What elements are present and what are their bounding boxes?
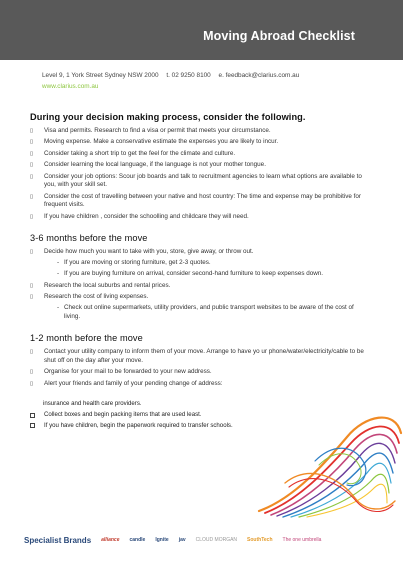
list-item: ▯ Research the cost of living expenses. - Check out online supermarkets, utility providers, and public transport websites to be aware of the cost of living. (30, 293, 370, 321)
checkbox-marker-icon: ▯ (30, 139, 34, 146)
checkbox-marker-icon: ▯ (30, 173, 34, 180)
checkbox-marker-icon: ▯ (30, 349, 34, 356)
list-item: ▯ Visa and permits. Research to find a visa or permit that meets your circumstance. (30, 127, 271, 134)
list-item: ▯ Moving expense. Make a conservative estimate the expenses you are likely to incur. (30, 138, 279, 146)
list-item: ▯ Decide how much you want to take with you, store, give away, or throw out. - If you are moving or storing furniture, get 2-3 quotes. - If you are buying furniture on arrival, consider second-hand furniture to keep expenses down. (30, 248, 370, 279)
brand-logo: SouthTech (247, 537, 273, 543)
list-item: ▯ Consider the cost of travelling between your native and host country: The time and expense may be prohibitive for frequent visits. (30, 192, 362, 209)
checkbox-marker-icon: ▯ (30, 128, 34, 134)
checkbox-marker-icon: ▯ (30, 380, 34, 387)
list-item: ▯ Consider taking a short trip to get the feel for the climate and culture. (30, 149, 236, 157)
list-item: ▯ Consider learning the local language, if the language is not your mother tongue. (30, 161, 266, 169)
checklist-content (30, 112, 370, 432)
brand-logo: Ignite (155, 537, 169, 543)
contact-line (42, 72, 305, 79)
checkbox-marker-icon: ▯ (30, 294, 34, 301)
list-item: ▯ If you have children , consider the schoolling and childcare they will need. (30, 212, 249, 220)
brand-logo: CLOUD MORGAN (195, 537, 238, 543)
checkbox-marker-icon: ▯ (30, 282, 34, 289)
sub-list-item: - If you are moving or storing furniture, get 2-3 quotes. (57, 259, 211, 267)
section-heading-3-6-months: 3-6 months before the move (30, 232, 148, 243)
checkbox-icon[interactable] (30, 413, 35, 418)
page-title: Moving Abroad Checklist (203, 29, 355, 43)
checkbox-icon[interactable] (30, 423, 35, 428)
sub-list (44, 259, 370, 279)
section-heading-1-2-month: 1-2 month before the move (30, 333, 143, 344)
checkbox-item[interactable]: If you have children, begin the paperwork required to transfer schools. (30, 422, 370, 430)
checkbox-marker-icon: ▯ (30, 150, 34, 157)
list-item: ▯ Research the local suburbs and rental prices. (30, 281, 171, 289)
list-item: ▯ Contact your utility company to inform them of your move. Arrange to have yo ur phone/water/electricity/cable to be shut off on the day after your move. (30, 348, 364, 364)
header-band (0, 0, 403, 60)
list-item: ▯ Alert your friends and family of your pending change of address: (30, 379, 223, 387)
sub-list (44, 304, 370, 321)
footer-brand-bar (24, 532, 380, 548)
contact-address: Level 9, 1 York Street Sydney NSW 2000 (42, 72, 159, 79)
list-item: ▯ Consider your job options: Scour job boards and talk to recruitment agencies to learn what options are available to you, with your skill set. (30, 172, 362, 189)
brand-logo: candle (129, 537, 146, 543)
section-heading-decision: During your decision making process, consider the following. (30, 112, 306, 122)
contact-email[interactable]: e. feedback@clarius.com.au (218, 72, 300, 79)
brand-logo: alliance (101, 537, 120, 543)
brand-logo: jav (178, 537, 186, 543)
section-list-1-2-month (30, 348, 370, 388)
section-list-3-6-months (30, 248, 370, 322)
brand-logo: Specialist Brands (24, 535, 92, 545)
sub-list-item: - If you are buying furniture on arrival, consider second-hand furniture to keep expenses down. (57, 270, 324, 278)
checkbox-marker-icon: ▯ (30, 213, 34, 220)
checkbox-item[interactable]: Collect boxes and begin packing items that are used least. (30, 411, 370, 419)
list-item: ▯ Organise for your mail to be forwarded to your new address. (30, 368, 212, 376)
contact-phone: t. 02 9250 8100 (166, 72, 211, 79)
website-link[interactable]: www.clarius.com.au (42, 83, 99, 90)
section-list-decision (30, 127, 370, 221)
insurance-line: insurance and health care providers. (43, 400, 142, 408)
checkbox-marker-icon: ▯ (30, 193, 34, 200)
checkbox-marker-icon: ▯ (30, 162, 34, 169)
checkbox-marker-icon: ▯ (30, 369, 34, 376)
decorative-swirl-icon (255, 403, 403, 518)
sub-list-item: - Check out online supermarkets, utility providers, and public transport websites to be aware of the cost of living. (57, 304, 354, 320)
checkbox-marker-icon: ▯ (30, 248, 34, 255)
brand-logo: The one umbrella (282, 537, 322, 543)
